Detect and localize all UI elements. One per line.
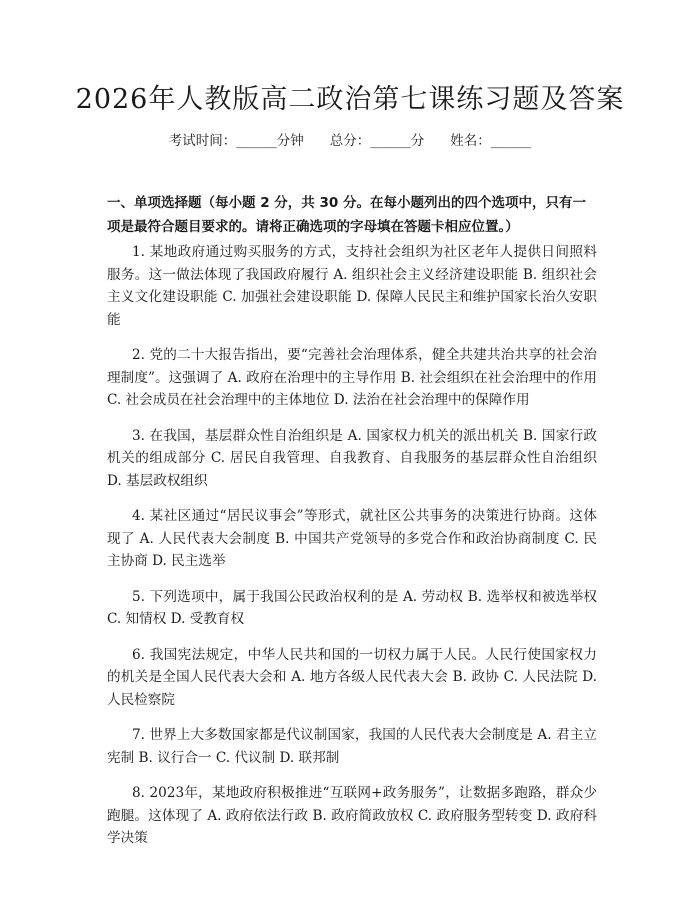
document-title: 2026年人教版高二政治第七课练习题及答案 xyxy=(75,84,625,115)
question-item: 3. 在我国，基层群众性自治组织是 A. 国家权力机关的派出机关 B. 国家行政机关的组成部分 C. 居民自我管理、自我教育、自我服务的基层群众性自治组织 D. 基层政权组织 xyxy=(107,427,597,489)
question-item: 5. 下列选项中，属于我国公民政治权利的是 A. 劳动权 B. 选举权和被选举权 C. 知情权 D. 受教育权 xyxy=(107,588,597,627)
question-list xyxy=(107,241,597,863)
question-item: 4. 某社区通过“居民议事会”等形式，就社区公共事务的决策进行协商。这体现了 A. 人民代表大会制度 B. 中国共产党领导的多党合作和政治协商制度 C. 民主协商 D. 民主选举 xyxy=(107,508,597,569)
question-item: 1. 某地政府通过购买服务的方式，支持社会组织为社区老年人提供日间照料服务。这一做法体现了我国政府履行 A. 组织社会主义经济建设职能 B. 组织社会主义文化建设职能 C. 加强社会建设职能 D. 保障人民民主和维护国家长治久安职能 xyxy=(107,244,597,328)
question-item: 8. 2023年，某地政府积极推进“互联网+政务服务”，让数据多跑路，群众少跑腿。这体现了 A. 政府依法行政 B. 政府简政放权 C. 政府服务型转变 D. 政府科学决策 xyxy=(107,785,597,846)
exam-time-field: 考试时间：______分钟 xyxy=(168,133,304,149)
section-heading: 一、单项选择题（每小题 2 分，共 30 分。在每小题列出的四个选项中，只有一项是最符合题目要求的。请将正确选项的字母填在答题卡相应位置。） xyxy=(107,195,586,235)
question-item: 7. 世界上大多数国家都是代议制国家，我国的人民代表大会制度是 A. 君主立宪制 B. 议行合一 C. 代议制 D. 联邦制 xyxy=(107,727,597,766)
exam-meta-line xyxy=(0,130,700,152)
total-score-field: 总分：______分 xyxy=(329,133,425,149)
question-item: 6. 我国宪法规定，中华人民共和国的一切权力属于人民。人民行使国家权力的机关是全国人民代表大会和 A. 地方各级人民代表大会 B. 政协 C. 人民法院 D. 人民检察院 xyxy=(107,646,597,708)
question-item: 2. 党的二十大报告指出，要“完善社会治理体系，健全共建共治共享的社会治理制度”。这强调了 A. 政府在治理中的主导作用 B. 社会组织在社会治理中的作用 C. 社会成员在社会治理中的主体地位 D. 法治在社会治理中的保障作用 xyxy=(107,347,597,408)
student-name-field: 姓名：______ xyxy=(450,133,532,149)
